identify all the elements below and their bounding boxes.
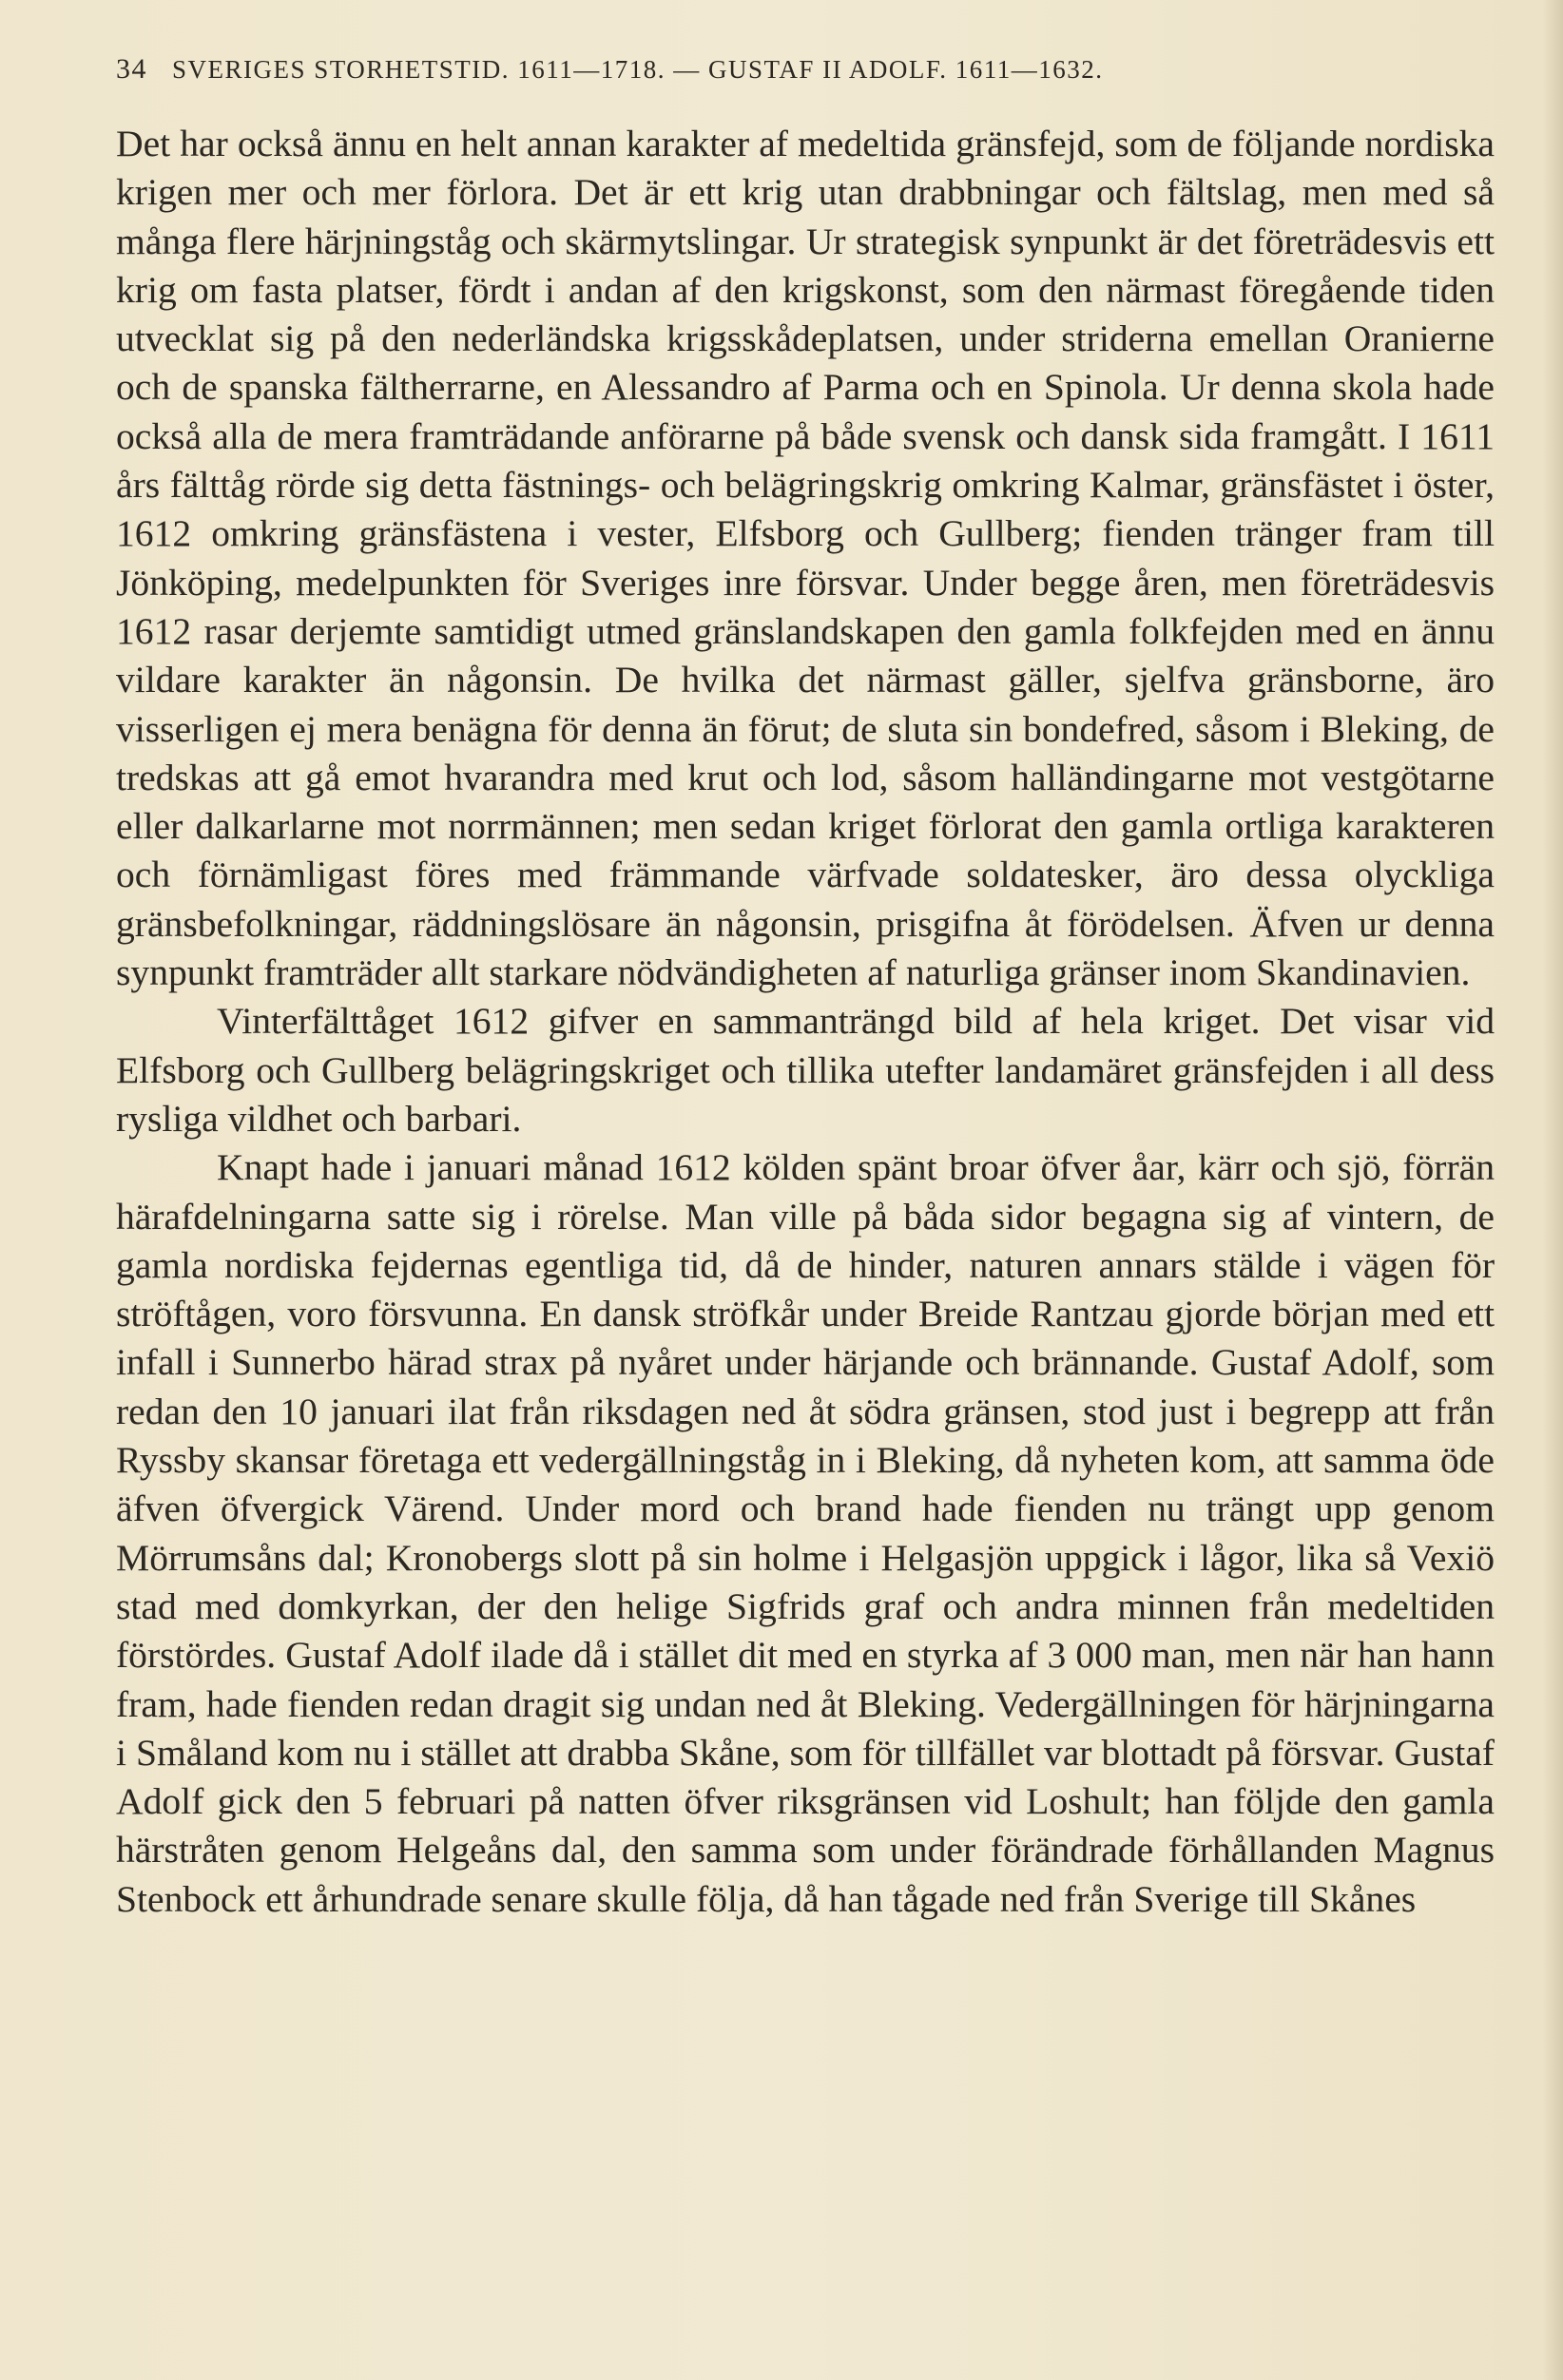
paragraph: Det har också ännu en helt annan karakter af medeltida gränsfejd, som de följande nordiska krigen mer och mer förlora. Det är ett krig utan drabbningar och fältslag, men med så många flere härjningståg och skärmytslingar. Ur strategisk synpunkt är det företrädesvis ett krig om fasta platser, fördt i andan af den krigskonst, som den närmast föregående tiden utvecklat sig på den nederländska krigsskådeplatsen, under striderna emellan Oranierne och de spanska fältherrarne, en Alessandro af Parma och en Spinola. Ur denna skola hade också alla de mera framträdande anförarne på både svensk och dansk sida framgått. I 1611 års fälttåg rörde sig detta fästnings- och belägringskrig omkring Kalmar, gränsfästet i öster, 1612 omkring gränsfästena i vester, Elfsborg och Gullberg; fienden tränger fram till Jönköping, medelpunkten för Sveriges inre försvar. Under begge åren, men företrädesvis 1612 rasar derjemte samtidigt utmed gränslandskapen den gamla folkfejden med en ännu vildare karakter än någonsin. De hvilka det närmast gäller, sjelfva gränsborne, äro visserligen ej mera benägna för denna än förut; de sluta sin bondefred, såsom i Bleking, de tredskas att gå emot hvarandra med krut och lod, såsom halländingarne mot vestgötarne eller dalkarlarne mot norrmännen; men sedan kriget förlorat den gamla ortliga karakteren och förnämligast föres med främmande värfvade soldatesker, äro dessa olyckliga gränsbefolkningar, räddningslösare än någonsin, prisgifna åt förödelsen. Äfven ur denna synpunkt framträder allt starkare nödvändigheten af naturliga gränser inom Skandinavien.: [116, 123, 1495, 994]
paragraph: Vinterfälttåget 1612 gifver en sammanträngd bild af hela kriget. Det visar vid Elfsborg och Gullberg belägringskriget och tillika utefter landamäret gränsfejden i all dess rysliga vildhet och barbari.: [116, 1000, 1495, 1140]
page-edge-shadow: [1542, 0, 1563, 2380]
running-title: SVERIGES STORHETSTID. 1611—1718. — GUSTAF II ADOLF. 1611—1632.: [172, 55, 1104, 84]
page-number: 34: [116, 53, 147, 85]
body-text: [116, 120, 1495, 1924]
running-header: [116, 53, 1504, 86]
paragraph: Knapt hade i januari månad 1612 kölden spänt broar öfver åar, kärr och sjö, förrän härafdelningarna satte sig i rörelse. Man ville på båda sidor begagna sig af vintern, de gamla nordiska fejdernas egentliga tid, då de hinder, naturen annars stälde i vägen för ströftågen, voro försvunna. En dansk ströfkår under Breide Rantzau gjorde början med ett infall i Sunnerbo härad strax på nyåret under härjande och brännande. Gustaf Adolf, som redan den 10 januari ilat från riksdagen ned åt södra gränsen, stod just i begrepp att från Ryssby skansar företaga ett vedergällningståg in i Bleking, då nyheten kom, att samma öde äfven öfvergick Värend. Under mord och brand hade fienden nu trängt upp genom Mörrumsåns dal; Kronobergs slott på sin holme i Helgasjön uppgick i lågor, lika så Vexiö stad med domkyrkan, der den helige Sigfrids graf och andra minnen från medeltiden förstördes. Gustaf Adolf ilade då i stället dit med en styrka af 3 000 man, men när han hann fram, hade fienden redan dragit sig undan ned åt Bleking. Vedergällningen för härjningarna i Småland kom nu i stället att drabba Skåne, som för tillfället var blottadt på försvar. Gustaf Adolf gick den 5 februari på natten öfver riksgränsen vid Loshult; han följde den gamla härstråten genom Helgeåns dal, den samma som under förändrade förhållanden Magnus Stenbock ett århundrade senare skulle följa, då han tågade ned från Sverige till Skånes: [116, 1146, 1495, 1920]
